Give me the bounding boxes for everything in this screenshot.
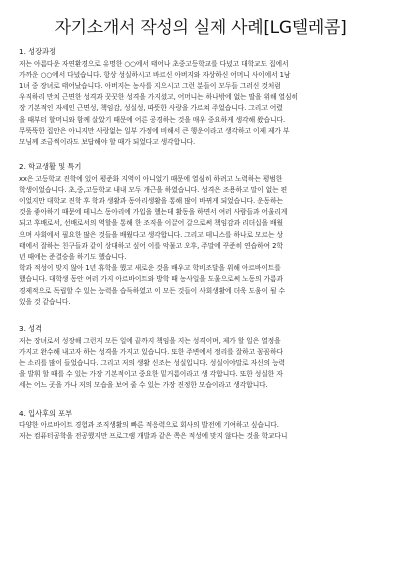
body-line: 학생이었습니다. 초,중,고등학교 내내 모두 개근을 하였습니다. 성격은 조용하고 말이 없는 편 — [19, 185, 288, 194]
body-line: 는 소리를 많이 들었습니다. 그리고 저의 생활 신조는 성실입니다. 성실이야말로 자신의 능력 — [19, 358, 286, 367]
body-line: 으며 사회에서 필요한 많은 것들을 배웠다고 생각합니다. 그리고 테니스를 하나로 모르는 상 — [19, 230, 283, 239]
body-line: 것을 좋아하기 때문에 테니스 동아리에 가입을 했는데 활동을 하면서 여러 사람들과 어울리게 — [19, 208, 288, 217]
section-school-life — [19, 161, 382, 308]
section-heading: 4. 입사후의 포부 — [19, 408, 73, 418]
body-line: 장 기본적인 자세인 근면성, 책임감, 성실성, 따뜻한 사랑을 가르쳐 주었습니다. 그리고 어렸 — [19, 104, 283, 113]
body-line: 있을 것 같습니다. — [19, 297, 71, 306]
body-line: 우직하리 만치 근면한 성격과 꿋꿋한 성격을 가지셨고, 어머니는 하나밖에 없는 딸을 위해 열심히 — [19, 93, 298, 102]
section-growth — [19, 46, 382, 148]
body-line: xx은 고등학교 진학에 있어 평준화 지역이 아니었기 때문에 열심히 하려고 노력하는 평범한 — [19, 174, 283, 183]
body-line: 가까운 ○○에서 다녔습니다. 항상 성실하시고 바르신 아버지와 자상하신 어머니 사이에서 1남 — [19, 70, 291, 79]
body-line: 무뚝뚝한 집안은 아니지만 사랑없는 일부 가정에 비해서 큰 행운이라고 생각하고 이제 제가 부 — [19, 126, 290, 135]
section-personality — [19, 323, 382, 392]
body-line: 년 때에는 준결승을 하기도 했습니다. — [19, 253, 127, 262]
document-title: 자기소개서 작성의 실제 사례[LG텔레콤] — [54, 18, 347, 38]
body-line: 저는 장녀로서 성장해 그런지 모든 일에 끝까지 책임을 지는 성격이며, 제가 할 일은 열정을 — [19, 336, 281, 345]
section-body — [19, 420, 382, 442]
body-line: 저는 아름다운 자연환경으로 유명한 ○○에서 태어나 초중고등학교를 다녔고 대학교도 집에서 — [19, 59, 289, 68]
body-line: 다양한 아르바이트 경험과 조직생활의 빠른 적응력으로 회사의 발전에 기여하고 싶습니다. — [19, 421, 279, 430]
section-body — [19, 174, 382, 308]
body-line: 을 발휘 할 때를 수 있는 가장 기본적이고 중요한 밑거름이라고 생 각합니다. 또한 성실한 자 — [19, 370, 283, 379]
section-aspirations — [19, 408, 382, 443]
section-body — [19, 59, 382, 149]
section-heading: 2. 학교생활 및 특기 — [19, 162, 82, 172]
body-line: 가지고 완수해 내고자 하는 성격을 가지고 있습니다. 또한 주변에서 정리를 잘하고 꼼꼼하다 — [19, 347, 283, 356]
section-heading: 1. 성장과정 — [19, 47, 56, 56]
body-line: 태에서 잘하는 친구들과 같이 상대하고 싶어 이를 악물고 오후, 주말에 꾸준히 연습하여 2학 — [19, 241, 283, 250]
body-line: 경제적으로 독립할 수 있는 능력을 습득하였고 이 모든 것들이 사회생활에 더욱 도움이 될 수 — [19, 286, 286, 295]
body-line: 을 때부터 할머니와 함께 살았기 때문에 어른 공경하는 것을 매우 중요하게 생각해 왔습니다. — [19, 115, 286, 124]
body-line: 했습니다. 대학생 동안 여러 가지 아르바이트와 방학 때 농사일을 도울으로써 노동의 가름과 — [19, 275, 283, 284]
body-line: 되고 후배로서, 선배로서의 역할을 통해 한 조직을 이끌어 갈으로써 책임감과 리더십을 배웠 — [19, 219, 283, 228]
section-body — [19, 336, 382, 392]
body-line: 저는 컴퓨터공학을 전공했지만 프로그램 개발과 같은 쪽은 적성에 맞지 않다는 것을 학교다니 — [19, 432, 288, 441]
section-heading: 3. 성격 — [19, 324, 43, 334]
body-line: 모님께 조금씩이라도 보답해야 할 때가 되었다고 생각합니다. — [19, 137, 196, 146]
body-line: 세는 어느 곳을 가나 저의 모습을 보여 줄 수 있는 가장 진정한 모습이라고 생각합니다. — [19, 381, 268, 390]
body-line: 학과 적성이 맞지 않아 1년 휴학을 했고 새로운 것을 배우고 학비조달을 위해 아르바이트를 — [19, 264, 281, 273]
body-line: 1녀 중 장녀로 태어났습니다. 아버지는 농사를 지으시고 그런 분들이 모두들 그러신 것처럼 — [19, 81, 281, 90]
body-line: 이었지만 대학교 진학 후 학과 생활과 동아리생활을 통해 많이 바뀌게 되었습니다. 운동하는 — [19, 197, 283, 206]
